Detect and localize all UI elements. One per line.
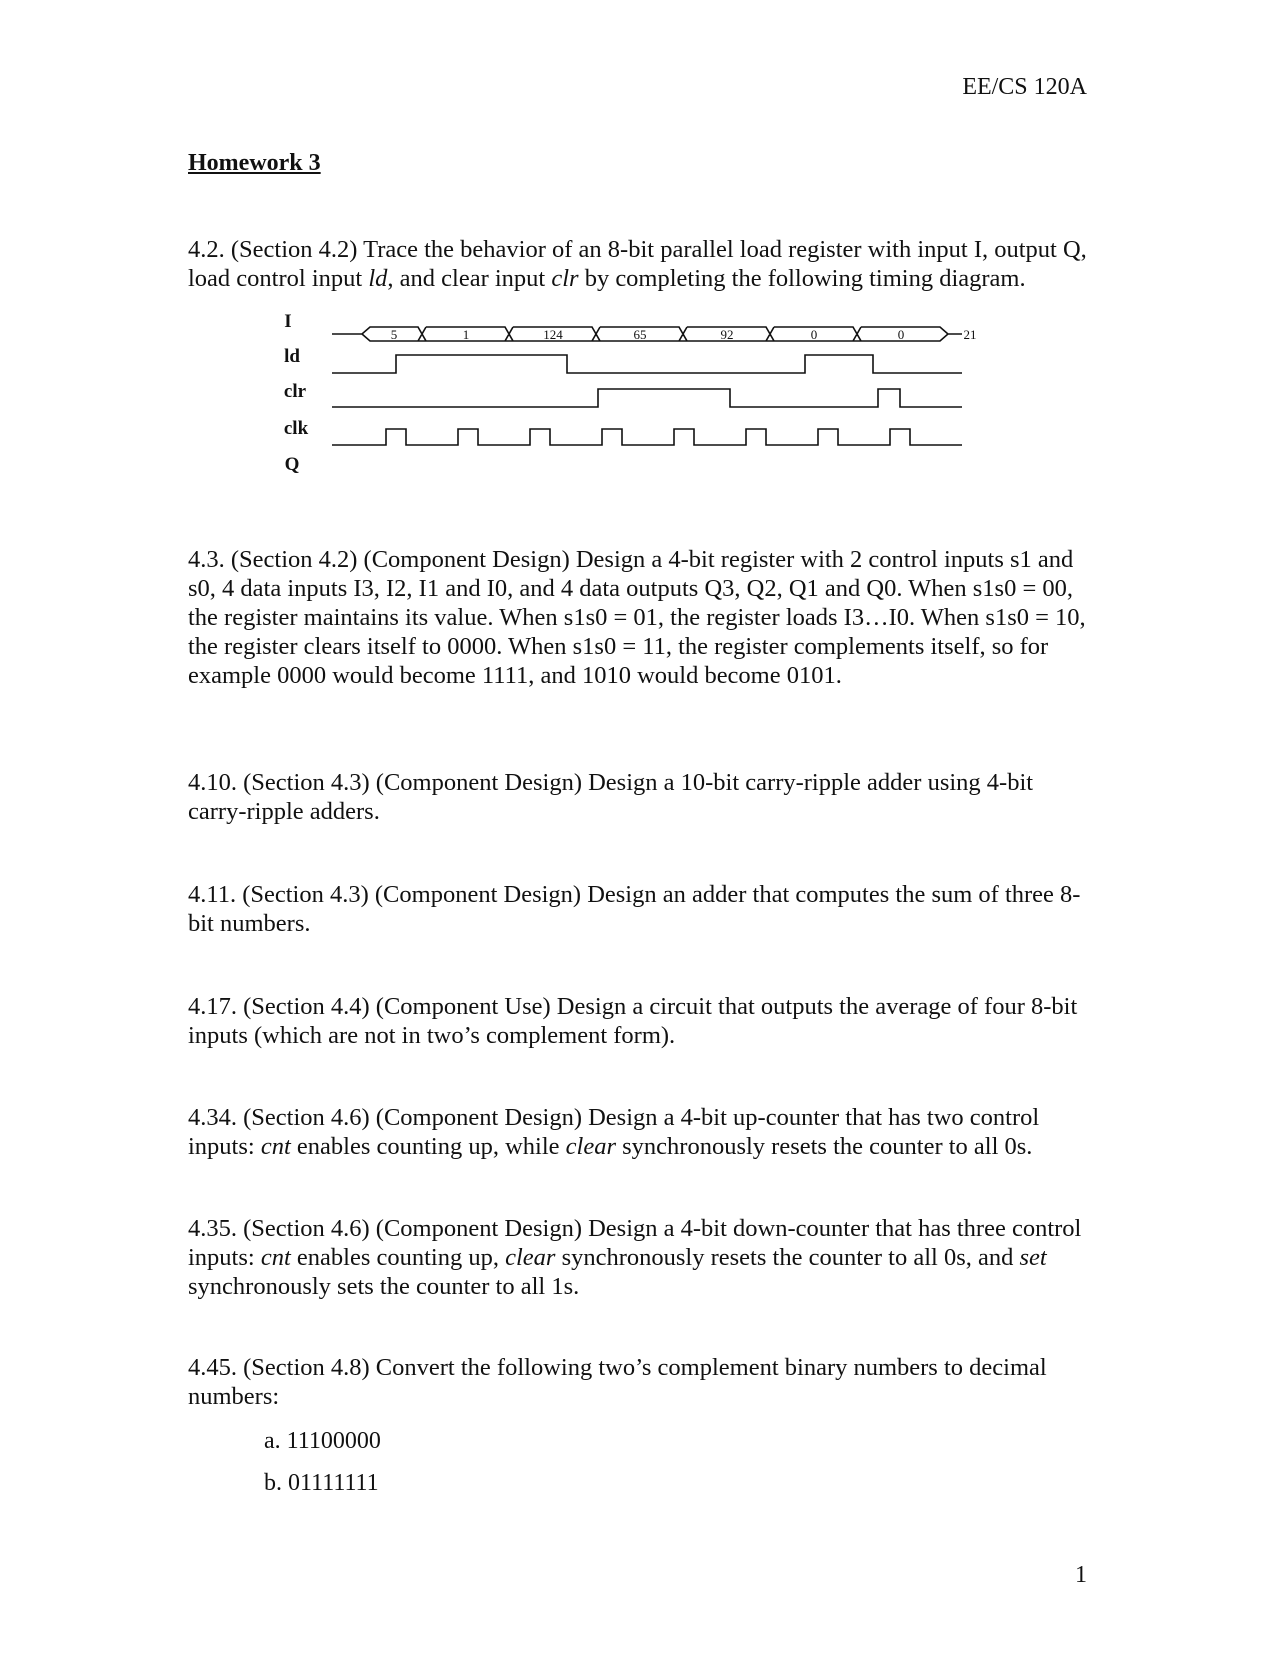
i-value-4: 65 (633, 327, 647, 342)
signal-label-i: I (284, 311, 292, 332)
clk-waveform (332, 429, 962, 445)
problem-4-45: 4.45. (Section 4.8) Convert the following two’s complement binary numbers to decimal numbers: (188, 1354, 1047, 1410)
problem-4-17: 4.17. (Section 4.4) (Component Use) Design a circuit that outputs the average of four 8-bit inputs (which are not in two’s complement form). (188, 993, 1078, 1049)
i-bus-waveform (332, 327, 962, 341)
i-value-2: 1 (462, 327, 470, 342)
problem-4-11: 4.11. (Section 4.3) (Component Design) Design an adder that computes the sum of three 8-bit numbers. (188, 881, 1081, 937)
problem-4-2-text-a: 4.2. (Section 4.2) Trace the behavior of an 8-bit parallel load register with input I, output Q, load control input (188, 236, 1087, 292)
problem-4-35 (188, 1214, 1093, 1301)
i-value-1: 5 (390, 327, 398, 342)
problem-4-2 (188, 235, 1093, 293)
clear-term: clear (565, 1133, 617, 1160)
signal-label-clk: clk (283, 418, 309, 439)
i-value-6: 0 (810, 327, 818, 342)
set-term: set (1019, 1244, 1047, 1271)
problem-4-35-text-a: 4.35. (Section 4.6) (Component Design) Design a 4-bit down-counter that has three control inputs: (188, 1215, 1082, 1271)
problem-4-34-text-a: 4.34. (Section 4.6) (Component Design) Design a 4-bit up-counter that has two control inputs: (188, 1104, 1040, 1160)
problem-4-34 (188, 1103, 1093, 1161)
clr-waveform (332, 389, 962, 407)
cnt-term: cnt (260, 1133, 291, 1160)
cnt-term: cnt (260, 1244, 291, 1271)
problem-4-10: 4.10. (Section 4.3) (Component Design) Design a 10-bit carry-ripple adder using 4-bit carry-ripple adders. (188, 769, 1034, 825)
homework-title: Homework 3 (188, 150, 321, 176)
signal-label-ld: ld (284, 346, 300, 367)
signal-label-clr: clr (283, 381, 307, 402)
course-code: EE/CS 120A (962, 74, 1087, 100)
problem-4-34-text-c: synchronously resets the counter to all 0s. (616, 1133, 1033, 1160)
problem-4-3: 4.3. (Section 4.2) (Component Design) Design a 4-bit register with 2 control inputs s1 and s0, 4 data inputs I3, I2, I1 and I0, and 4 data outputs Q3, Q2, Q1 and Q0. When s1s0 = 00, the register maintains its value. When s1s0 = 01, the register loads I3…I0. When s1s0 = 10, the register clears itself to 0000. When s1s0 = 11, the register complements itself, so for example 0000 would become 1111, and 1010 would become 0101. (188, 546, 1086, 689)
problem-4-45-part-a: a. 11100000 (264, 1428, 381, 1454)
i-value-5: 92 (720, 327, 734, 342)
signal-label-q: Q (284, 454, 300, 475)
problem-4-45-part-b: b. 01111111 (264, 1470, 379, 1496)
problem-4-2-text-c: by completing the following timing diagram. (578, 265, 1026, 292)
problem-4-35-text-b: enables counting up, (290, 1244, 506, 1271)
problem-4-34-text-b: enables counting up, while (290, 1133, 566, 1160)
i-value-8: 21 (963, 327, 977, 342)
i-value-7: 0 (897, 327, 905, 342)
page-number: 1 (1075, 1562, 1087, 1588)
ld-waveform (332, 355, 962, 373)
clear-term: clear (505, 1244, 556, 1271)
problem-4-2-text-b: , and clear input (387, 265, 552, 292)
ld-term: ld (368, 265, 388, 292)
i-value-3: 124 (543, 327, 563, 342)
problem-4-35-text-d: synchronously sets the counter to all 1s. (188, 1273, 580, 1300)
timing-diagram (270, 305, 990, 490)
clr-term: clr (551, 265, 579, 292)
problem-4-35-text-c: synchronously resets the counter to all 0s, and (555, 1244, 1020, 1271)
